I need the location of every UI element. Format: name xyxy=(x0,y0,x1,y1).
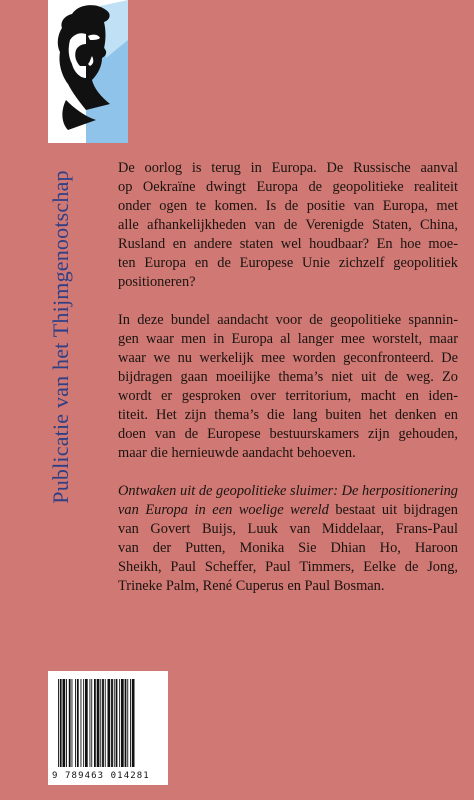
text-line: Trineke Palm, René Cuperus en Paul Bosman. xyxy=(118,578,385,594)
text-line: waar we nu werkelijk mee worden geconfronteerd. De xyxy=(118,350,458,366)
text-line: gen waar men in Europa al langer mee worstelt, maar xyxy=(118,331,458,347)
barcode-bar xyxy=(114,679,115,767)
barcode-bar xyxy=(116,679,118,767)
text-line: van der Putten, Monika Sie Dhian Ho, Haroon xyxy=(118,540,458,556)
barcode-bar xyxy=(102,679,104,767)
book-title-line: Ontwaken uit de geopolitieke sluimer: De herpositionering xyxy=(118,483,458,499)
barcode-bar xyxy=(77,679,79,767)
text-fragment: bestaat uit bijdragen xyxy=(328,502,458,518)
text-line: van Govert Buijs, Luuk van Middelaar, Frans-Paul xyxy=(118,521,458,537)
text-line: doen van de Europese bestuurskamers zijn gehouden, xyxy=(118,426,458,442)
barcode-bar xyxy=(108,679,111,767)
barcode-bar xyxy=(91,679,92,767)
text-line: In deze bundel aandacht voor de geopolitieke spannin- xyxy=(118,312,458,328)
barcode-bar xyxy=(66,679,67,767)
barcode-bar xyxy=(132,679,135,767)
text-line xyxy=(118,501,458,520)
barcode-bar xyxy=(58,679,59,767)
text-line: wordt er gesproken over territorium, macht en iden- xyxy=(118,388,458,404)
book-title-line: van Europa in een woelige wereld xyxy=(118,502,329,518)
barcode-bar xyxy=(90,679,91,767)
text-line: De oorlog is terug in Europa. De Russische aanval xyxy=(118,160,458,176)
barcode-bar xyxy=(100,679,101,767)
back-cover-text xyxy=(118,159,458,615)
spine-text-block xyxy=(48,162,74,512)
barcode-bar xyxy=(125,679,127,767)
text-line: op Oekraïne dwingt Europa de geopolitieke realiteit xyxy=(118,179,458,195)
barcode-bar xyxy=(111,679,113,767)
text-line: maar die hernieuwde aandacht behoeven. xyxy=(118,445,356,461)
barcode-bar xyxy=(130,679,131,767)
barcode-bar xyxy=(119,679,120,767)
portrait-logo-icon xyxy=(48,0,128,143)
isbn-barcode xyxy=(48,671,168,785)
text-line: titeit. Het zijn thema’s die lang buiten het denken en xyxy=(118,407,458,423)
paragraph-contributors xyxy=(118,482,458,596)
barcode-bar xyxy=(72,679,73,767)
spine-text: Publicatie van het Thijmgenootschap xyxy=(48,170,73,504)
barcode-bar xyxy=(69,679,71,767)
text-line: ten Europa en de Europese Unie zichzelf geopolitiek xyxy=(118,255,458,271)
barcode-bar xyxy=(127,679,128,767)
barcode-bar xyxy=(63,679,66,767)
barcode-bar xyxy=(105,679,106,767)
text-line: bijdragen gaan moeilijke thema’s niet uit de weg. Zo xyxy=(118,369,458,385)
barcode-bars xyxy=(48,671,168,771)
paragraph-themes xyxy=(118,311,458,463)
barcode-bar xyxy=(97,679,100,767)
text-line: alle afhankelijkheden van de Verenigde Staten, China, xyxy=(118,217,458,233)
text-line: onder ogen te komen. Is de positie van Europa, met xyxy=(118,198,458,214)
barcode-bar xyxy=(75,679,76,767)
barcode-bar xyxy=(83,679,84,767)
barcode-digits: 9 789463 014281 xyxy=(52,771,150,781)
publisher-logo xyxy=(48,0,128,143)
barcode-bar xyxy=(81,679,82,767)
text-line: Sheikh, Paul Scheffer, Paul Timmers, Eelke de Jong, xyxy=(118,559,458,575)
barcode-bar xyxy=(85,679,88,767)
text-line: positioneren? xyxy=(118,274,196,290)
text-line: Rusland en andere staten wel houdbaar? En hoe moe- xyxy=(118,236,458,252)
barcode-bar xyxy=(94,679,96,767)
barcode-bar xyxy=(60,679,62,767)
paragraph-intro xyxy=(118,159,458,292)
barcode-bar xyxy=(121,679,124,767)
